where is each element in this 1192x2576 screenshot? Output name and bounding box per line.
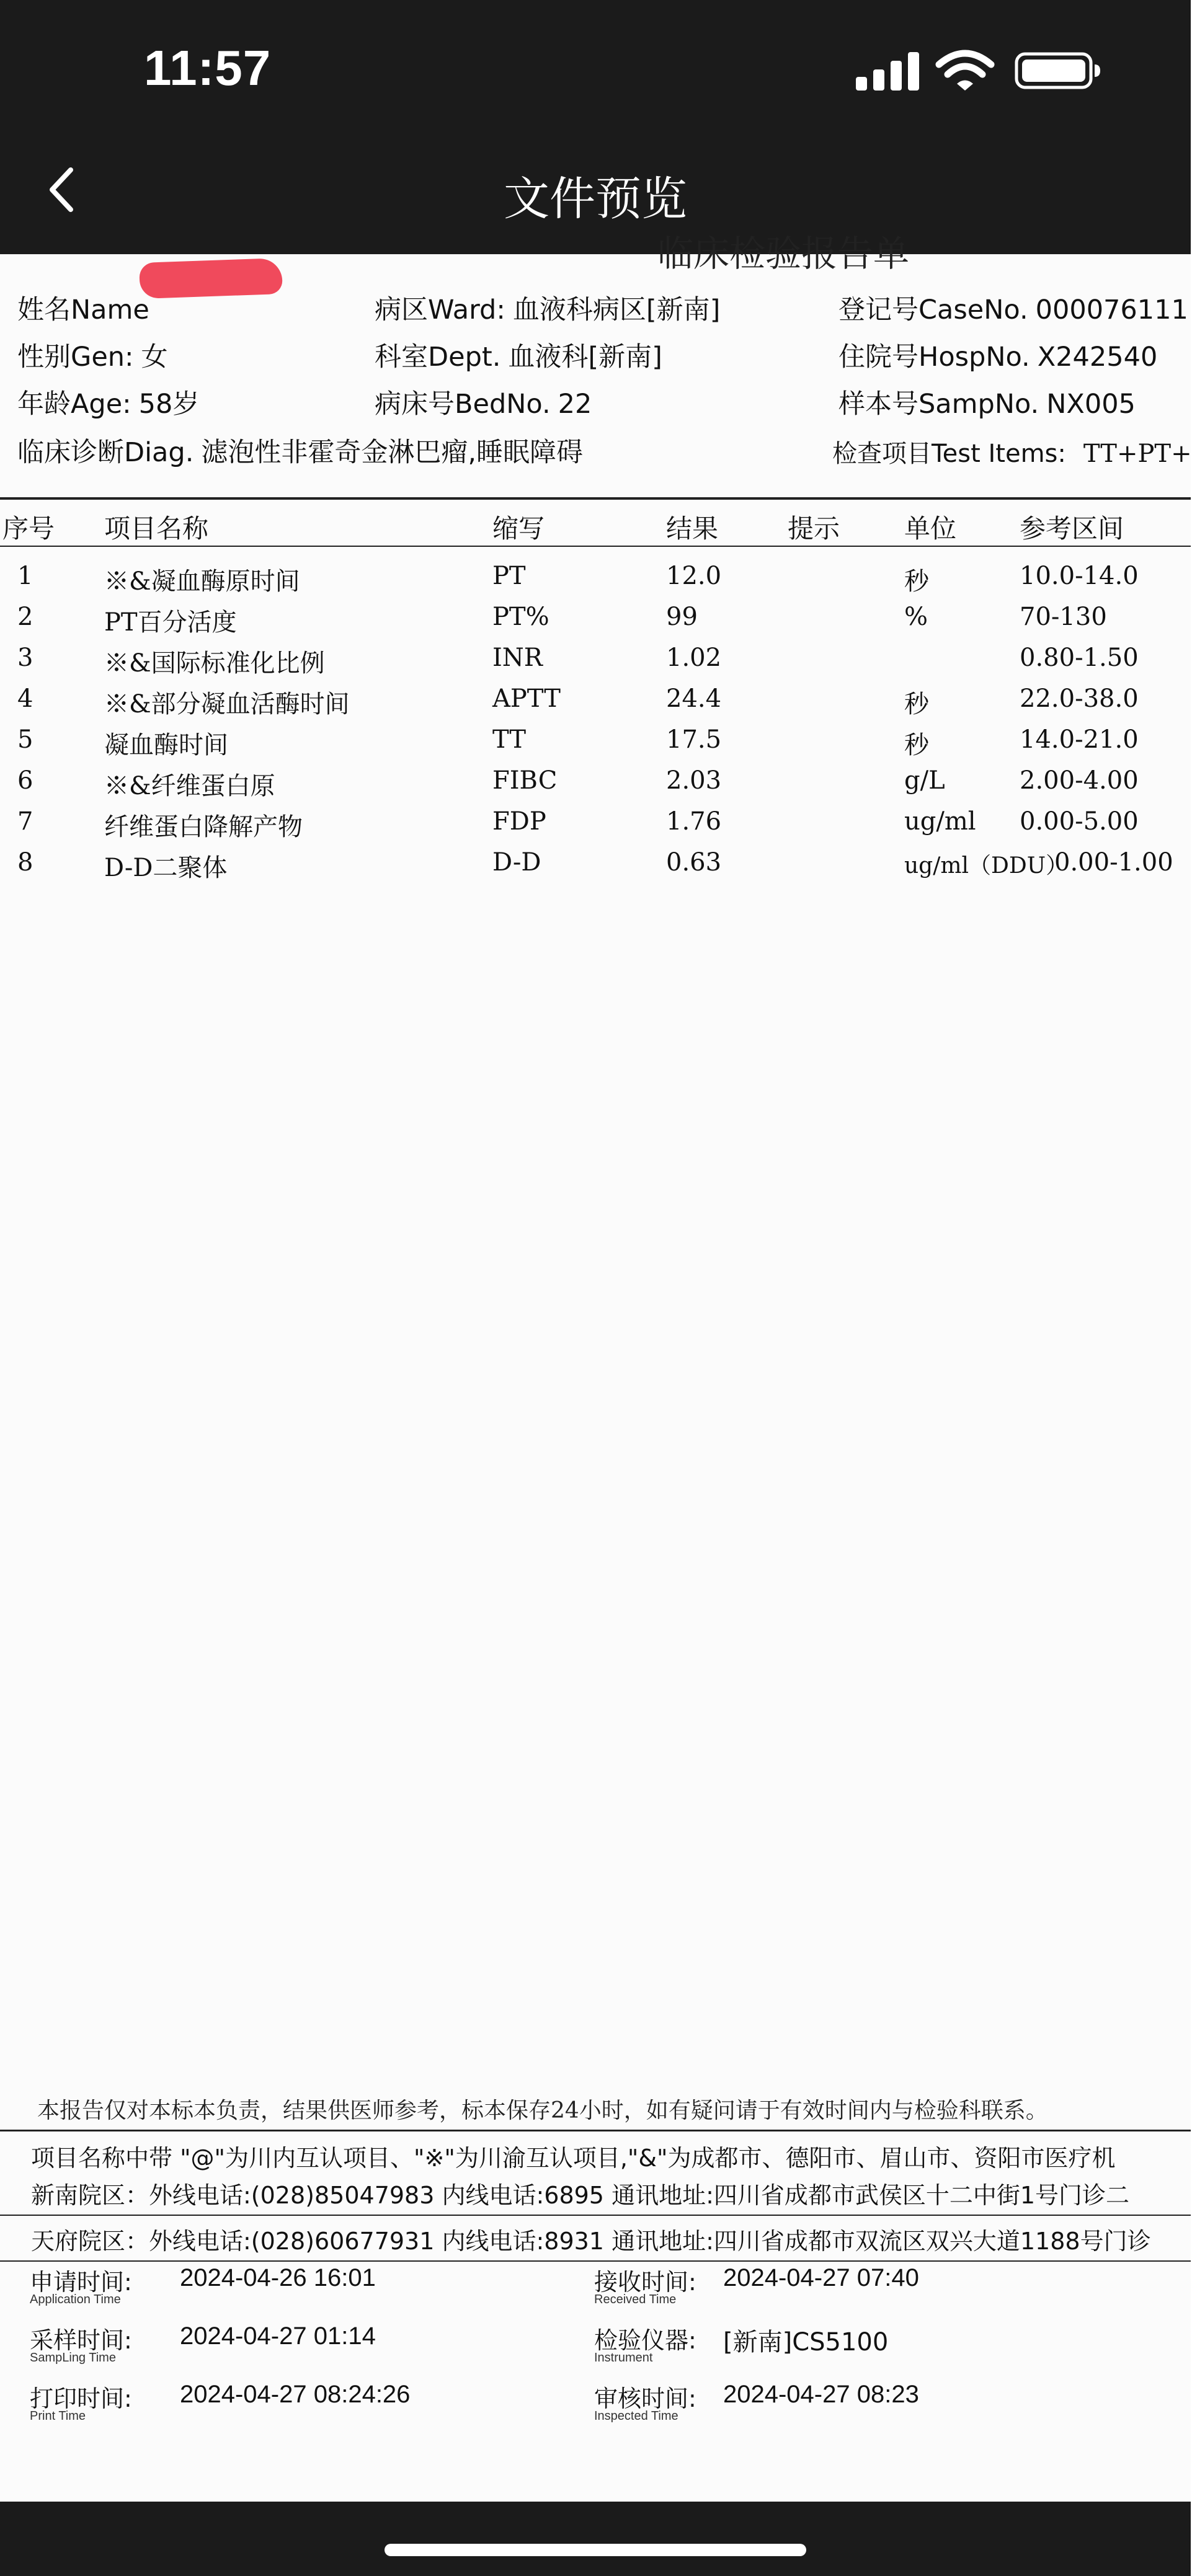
cell-unit: 秒 <box>904 567 929 596</box>
cell-name: ※&凝血酶原时间 <box>104 567 300 596</box>
footer-top-rule <box>0 2130 1191 2131</box>
cell-name: 凝血酶时间 <box>104 731 228 759</box>
cell-abbr: FIBC <box>492 766 558 795</box>
cell-ref: 70-130 <box>1020 603 1107 631</box>
name-label: 姓名Name <box>17 294 149 325</box>
cell-ref: 10.0-14.0 <box>1020 562 1139 590</box>
signal-icon <box>856 52 920 91</box>
cell-unit: ug/ml <box>904 807 976 836</box>
cell-name: 纤维蛋白降解产物 <box>104 813 303 841</box>
cell-result: 1.02 <box>666 644 722 672</box>
received-time-sub: Received Time <box>594 2293 677 2306</box>
dept-value: 血液科[新南] <box>508 342 662 373</box>
bed-field <box>375 383 592 421</box>
col-header-hint: 提示 <box>788 513 840 544</box>
report-title: 临床检验报告单 <box>657 232 910 275</box>
cell-name: PT百分活度 <box>104 608 237 637</box>
footer-mid-rule <box>0 2215 1191 2216</box>
col-header-name: 项目名称 <box>104 513 209 544</box>
page-title: 文件预览 <box>504 172 687 226</box>
inspected-time-value: 2024-04-27 08:23 <box>723 2381 919 2408</box>
sampling-time-sub: SampLing Time <box>30 2351 116 2365</box>
cell-name: ※&纤维蛋白原 <box>104 772 275 800</box>
cell-no: 5 <box>17 725 33 754</box>
case-label: 登记号CaseNo. <box>838 294 1028 325</box>
cell-unit: g/L <box>904 766 945 795</box>
hosp-label: 住院号HospNo. <box>838 342 1030 373</box>
hosp-value: X242540 <box>1037 342 1158 373</box>
test-items-field <box>832 434 1192 469</box>
cell-result: 17.5 <box>666 725 722 754</box>
sampling-time-label: 采样时间: <box>30 2327 132 2354</box>
print-time-label: 打印时间: <box>30 2385 132 2412</box>
case-value: 000076111 <box>1035 294 1188 325</box>
age-field <box>17 383 199 421</box>
hosp-field <box>838 336 1157 374</box>
gender-field <box>17 336 168 374</box>
instrument-sub: Instrument <box>594 2351 653 2365</box>
dept-label: 科室Dept. <box>375 342 501 373</box>
print-time-value: 2024-04-27 08:24:26 <box>180 2381 411 2408</box>
cell-no: 7 <box>17 807 33 836</box>
cell-ref: 2.00-4.00 <box>1020 766 1139 795</box>
battery-icon <box>1015 52 1101 89</box>
bottom-bar <box>0 2502 1191 2576</box>
bed-value: 22 <box>558 389 592 420</box>
redaction-mark <box>139 258 283 299</box>
col-header-no: 序号 <box>2 513 55 544</box>
cell-abbr: TT <box>492 725 527 754</box>
disclaimer-text: 本报告仅对本标本负责，结果供医师参考，标本保存24小时，如有疑问请于有效时间内与检验科联系。 <box>37 2098 1048 2123</box>
instrument-label: 检验仪器: <box>594 2327 696 2354</box>
footer-note: 项目名称中带 "@"为川内互认项目、"※"为川渝互认项目,"&"为成都市、德阳市、眉山市、资阳市医疗机 <box>31 2144 1116 2172</box>
table-header-rule <box>0 546 1191 547</box>
cell-no: 2 <box>17 603 33 631</box>
received-time-label: 接收时间: <box>594 2268 696 2296</box>
cell-ref: 0.80-1.50 <box>1020 644 1139 672</box>
ward-field <box>375 289 720 327</box>
col-header-abbr: 缩写 <box>492 513 545 544</box>
col-header-result: 结果 <box>666 513 719 544</box>
cell-unit: 秒 <box>904 690 929 719</box>
application-time-label: 申请时间: <box>30 2268 132 2296</box>
cell-no: 4 <box>17 684 33 713</box>
samp-field <box>838 383 1136 421</box>
application-time-value: 2024-04-26 16:01 <box>180 2264 376 2291</box>
age-label: 年龄Age: <box>17 389 131 420</box>
cell-result: 2.03 <box>666 766 722 795</box>
cell-abbr: INR <box>492 644 543 672</box>
cell-result: 1.76 <box>666 807 722 836</box>
age-value: 58岁 <box>138 389 200 420</box>
bed-label: 病床号BedNo. <box>375 389 551 420</box>
gender-label: 性别Gen: <box>17 342 134 373</box>
col-header-unit: 单位 <box>904 513 957 544</box>
diagnosis-value: 滤泡性非霍奇金淋巴瘤,睡眠障碍 <box>201 437 584 468</box>
dept-field <box>375 336 662 374</box>
document-preview[interactable] <box>0 232 1192 2502</box>
cell-unit: % <box>904 603 928 631</box>
wifi-icon <box>936 50 994 92</box>
ward-value: 血液科病区[新南] <box>512 294 721 325</box>
samp-value: NX005 <box>1046 389 1136 420</box>
application-time-sub: Application Time <box>30 2293 121 2306</box>
instrument-value: [新南]CS5100 <box>723 2328 889 2357</box>
cell-result: 12.0 <box>666 562 722 590</box>
footer-xinnan: 新南院区：外线电话:(028)85047983 内线电话:6895 通讯地址:四川省成都市武侯区十二中街1号门诊二 <box>31 2182 1130 2209</box>
cell-name: D-D二聚体 <box>104 854 228 882</box>
cell-name: ※&国际标准化比例 <box>104 649 325 678</box>
gender-value: 女 <box>141 342 168 373</box>
cell-name: ※&部分凝血活酶时间 <box>104 690 350 719</box>
cell-result: 99 <box>666 603 698 631</box>
inspected-time-label: 审核时间: <box>594 2385 696 2412</box>
diagnosis-label: 临床诊断Diag. <box>17 437 194 468</box>
status-time: 11:57 <box>144 40 272 95</box>
cell-result: 0.63 <box>666 848 722 877</box>
cell-no: 1 <box>17 562 33 590</box>
cell-ref: 22.0-38.0 <box>1020 684 1139 713</box>
cell-ref: 14.0-21.0 <box>1020 725 1139 754</box>
cell-abbr: PT% <box>492 603 549 631</box>
cell-unit: 秒 <box>904 731 929 759</box>
test-items-label: 检查项目Test Items: <box>832 440 1066 468</box>
diagnosis-field <box>17 432 583 469</box>
cell-no: 8 <box>17 848 33 877</box>
cell-abbr: PT <box>492 562 526 590</box>
footer-bottom-rule <box>0 2260 1191 2262</box>
received-time-value: 2024-04-27 07:40 <box>723 2264 919 2291</box>
cell-no: 6 <box>17 766 33 795</box>
sampling-time-value: 2024-04-27 01:14 <box>180 2322 376 2350</box>
cell-ref: 0.00-1.00 <box>1054 848 1173 877</box>
print-time-sub: Print Time <box>30 2409 86 2423</box>
test-items-value: TT+PT+ <box>1083 440 1192 468</box>
cell-abbr: FDP <box>492 807 546 836</box>
home-indicator[interactable] <box>385 2544 806 2556</box>
table-top-rule <box>0 497 1191 500</box>
samp-label: 样本号SampNo. <box>838 389 1039 420</box>
cell-abbr: APTT <box>492 684 561 713</box>
col-header-ref: 参考区间 <box>1020 513 1124 544</box>
name-field <box>17 289 149 327</box>
top-bar <box>0 0 1191 254</box>
ward-label: 病区Ward: <box>375 294 505 325</box>
inspected-time-sub: Inspected Time <box>594 2409 678 2423</box>
case-field <box>838 289 1188 327</box>
cell-no: 3 <box>17 644 33 672</box>
cell-ref: 0.00-5.00 <box>1020 807 1139 836</box>
cell-result: 24.4 <box>666 684 722 713</box>
cell-unit: ug/ml（DDU） <box>904 853 1069 879</box>
footer-tianfu: 天府院区：外线电话:(028)60677931 内线电话:8931 通讯地址:四川省成都市双流区双兴大道1188号门诊 <box>31 2228 1151 2255</box>
cell-abbr: D-D <box>492 848 541 877</box>
